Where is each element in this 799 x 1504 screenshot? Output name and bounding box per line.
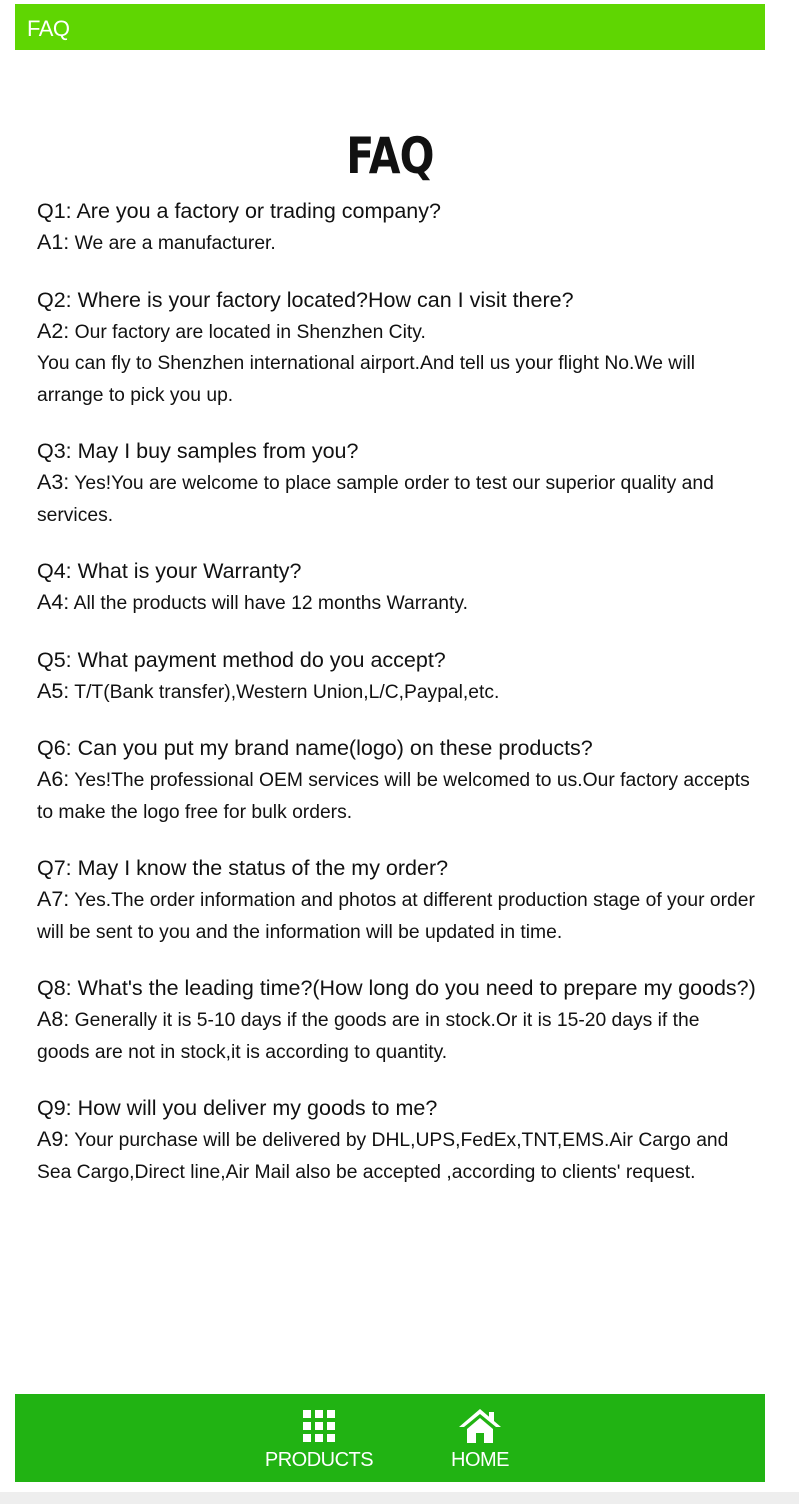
answer-text: T/T(Bank transfer),Western Union,L/C,Paypal,etc. [74, 681, 500, 703]
faq-item-9 [37, 1092, 757, 1188]
answer-label: A4: [37, 590, 70, 614]
faq-question [37, 852, 757, 884]
question-text: May I know the status of the my order? [77, 856, 449, 880]
answer-label: A6: [37, 767, 70, 791]
faq-question [37, 972, 757, 1004]
footer-nav [15, 1394, 765, 1482]
answer-text: All the products will have 12 months Warranty. [73, 593, 468, 614]
faq-answer [37, 764, 757, 828]
question-label: Q5: [37, 647, 72, 672]
question-label: Q9: [37, 1096, 72, 1120]
answer-text: Your purchase will be delivered by DHL,UPS,FedEx,TNT,EMS.Air Cargo and Sea Cargo,Direct line,Air Mail also be accepted ,according to clients' request. [37, 1130, 729, 1183]
header-title: FAQ [27, 16, 70, 41]
faq-item-3 [37, 435, 757, 531]
question-text: How will you deliver my goods to me? [77, 1096, 438, 1120]
question-text: What's the leading time?(How long do you need to prepare my goods?) [77, 976, 756, 1000]
answer-text: Our factory are located in Shenzhen City. [74, 321, 426, 343]
answer-label: A1: [37, 230, 70, 254]
faq-answer [37, 587, 757, 620]
faq-item-8 [37, 972, 757, 1068]
faq-answer [37, 676, 757, 709]
bottom-strip [0, 1492, 799, 1504]
answer-text: Yes!The professional OEM services will be welcomed to us.Our factory accepts to make the logo free for bulk orders. [37, 770, 750, 823]
answer-label: A3: [37, 470, 70, 494]
page-title: FAQ [346, 127, 434, 185]
question-label: Q6: [37, 736, 72, 760]
faq-answer-extra: You can fly to Shenzhen international airport.And tell us your flight No.We will arrange to pick you up. [37, 353, 696, 406]
faq-question [37, 284, 757, 316]
answer-text: Yes.The order information and photos at different production stage of your order will be sent to you and the information will be updated in time. [37, 890, 755, 943]
faq-item-5 [37, 644, 757, 709]
faq-question [37, 555, 757, 587]
answer-text: Generally it is 5-10 days if the goods are in stock.Or it is 15-20 days if the goods are not in stock,it is according to quantity. [37, 1010, 700, 1063]
faq-question [37, 195, 757, 227]
faq-answer [37, 316, 757, 349]
faq-item-7 [37, 852, 757, 948]
answer-label: A7: [37, 887, 70, 911]
faq-item-6 [37, 732, 757, 828]
faq-question [37, 644, 757, 676]
faq-answer [37, 467, 757, 531]
question-label: Q4: [37, 559, 72, 583]
home-icon [458, 1408, 502, 1444]
answer-label: A8: [37, 1007, 70, 1031]
question-label: Q1: [37, 199, 72, 223]
home-nav-button[interactable] [420, 1408, 540, 1472]
faq-question [37, 1092, 757, 1124]
faq-list [37, 195, 757, 1212]
question-text: What payment method do you accept? [77, 647, 446, 672]
faq-answer [37, 884, 757, 948]
answer-label: A2: [37, 318, 70, 343]
question-label: Q2: [37, 287, 72, 312]
faq-item-1 [37, 195, 757, 260]
faq-answer [37, 1004, 757, 1068]
grid-icon [301, 1408, 337, 1444]
faq-question [37, 732, 757, 764]
question-text: Are you a factory or trading company? [76, 199, 441, 223]
question-label: Q7: [37, 856, 72, 880]
faq-item-4 [37, 555, 757, 620]
header-bar [15, 4, 765, 50]
question-text: Where is your factory located?How can I visit there? [77, 287, 574, 312]
faq-answer [37, 1124, 757, 1188]
faq-answer [37, 227, 757, 260]
question-label: Q8: [37, 976, 72, 1000]
question-label: Q3: [37, 439, 72, 463]
products-label: PRODUCTS [264, 1449, 374, 1471]
question-text: May I buy samples from you? [77, 439, 359, 463]
home-label: HOME [451, 1449, 509, 1471]
question-text: What is your Warranty? [77, 559, 302, 583]
products-nav-button[interactable] [259, 1408, 379, 1472]
answer-label: A9: [37, 1127, 70, 1151]
question-text: Can you put my brand name(logo) on these products? [77, 736, 593, 760]
faq-question [37, 435, 757, 467]
answer-text: Yes!You are welcome to place sample order to test our superior quality and services. [37, 473, 714, 526]
faq-item-2 [37, 284, 757, 412]
answer-label: A5: [37, 678, 70, 703]
answer-text: We are a manufacturer. [74, 233, 276, 254]
